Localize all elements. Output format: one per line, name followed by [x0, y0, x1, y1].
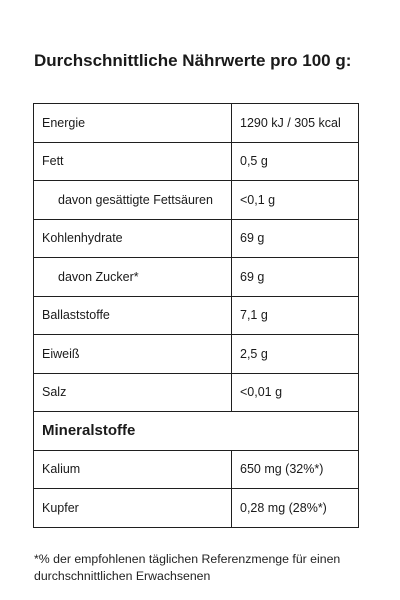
mineral-label: Kupfer	[34, 489, 232, 528]
nutrient-value: 1290 kJ / 305 kcal	[232, 104, 359, 143]
mineral-value: 0,28 mg (28%*)	[232, 489, 359, 528]
nutrient-label: Eiweiß	[34, 335, 232, 374]
nutrient-label: Fett	[34, 142, 232, 181]
nutrient-value: 69 g	[232, 219, 359, 258]
table-row	[34, 258, 359, 297]
nutrition-table	[33, 103, 359, 528]
minerals-section-header: Mineralstoffe	[34, 412, 359, 451]
nutrient-label: Energie	[34, 104, 232, 143]
nutrient-label: Kohlenhydrate	[34, 219, 232, 258]
table-row	[34, 104, 359, 143]
table-row	[34, 373, 359, 412]
table-row	[34, 181, 359, 220]
nutrient-value: <0,1 g	[232, 181, 359, 220]
nutrient-value: <0,01 g	[232, 373, 359, 412]
nutrient-sublabel: davon Zucker*	[34, 258, 232, 297]
footnote: *% der empfohlenen täglichen Referenzmenge für einen durchschnittlichen Erwachsenen	[34, 552, 341, 583]
nutrient-value: 0,5 g	[232, 142, 359, 181]
nutrient-value: 69 g	[232, 258, 359, 297]
nutrient-value: 7,1 g	[232, 296, 359, 335]
table-row	[34, 219, 359, 258]
nutrient-label: Ballaststoffe	[34, 296, 232, 335]
nutrient-sublabel: davon gesättigte Fettsäuren	[34, 181, 232, 220]
mineral-value: 650 mg (32%*)	[232, 450, 359, 489]
nutrition-heading: Durchschnittliche Nährwerte pro 100 g:	[34, 51, 352, 70]
table-row	[34, 296, 359, 335]
table-row	[34, 450, 359, 489]
table-row	[34, 142, 359, 181]
nutrient-label: Salz	[34, 373, 232, 412]
nutrient-value: 2,5 g	[232, 335, 359, 374]
table-row	[34, 489, 359, 528]
section-row	[34, 412, 359, 451]
mineral-label: Kalium	[34, 450, 232, 489]
table-row	[34, 335, 359, 374]
